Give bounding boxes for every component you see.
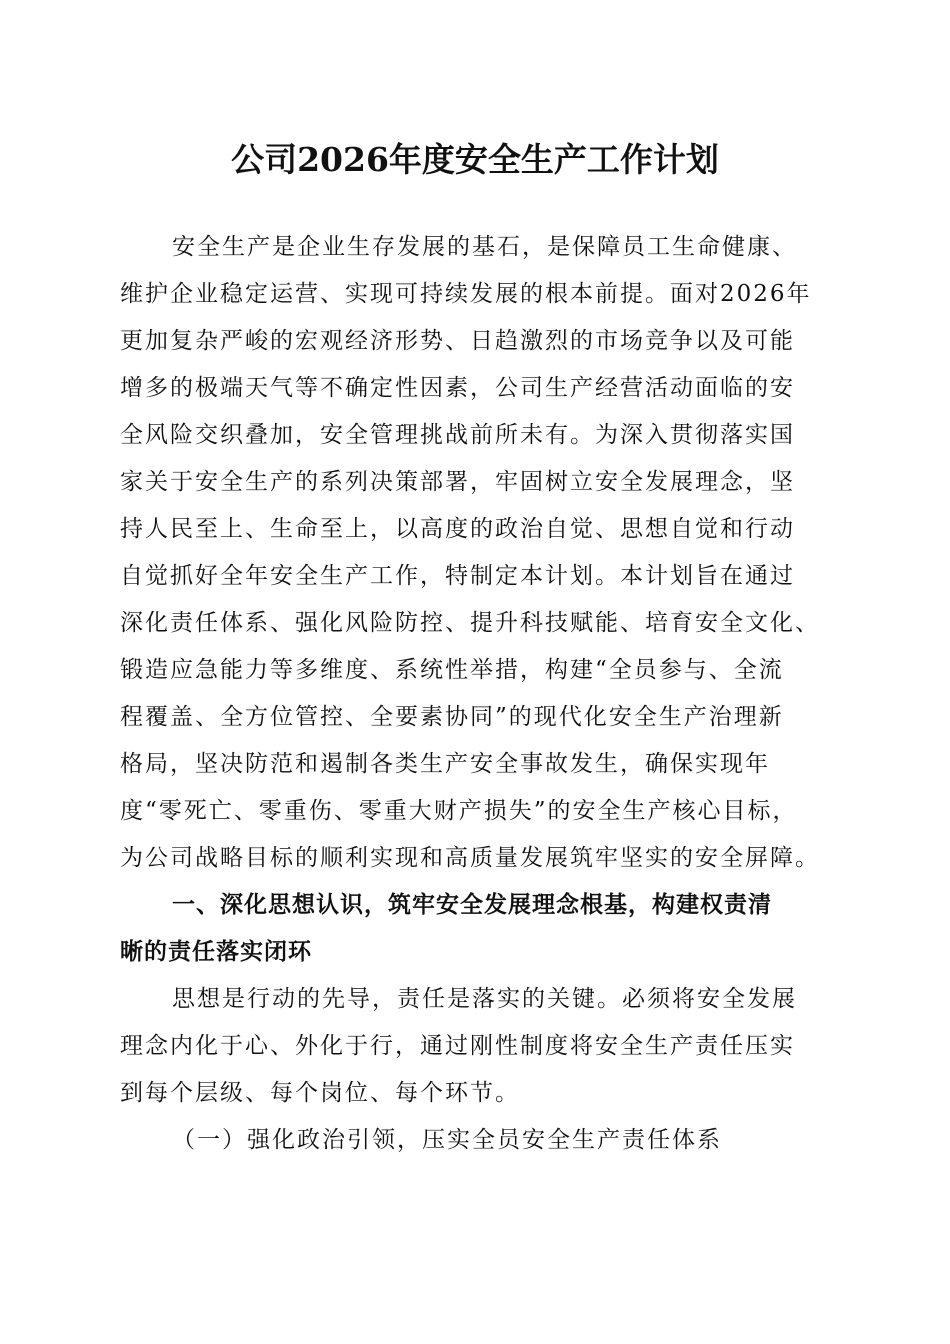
paragraph-line: 维护企业稳定运营、实现可持续发展的根本前提。面对2026年 xyxy=(120,281,812,307)
paragraph-line: 安全生产是企业生存发展的基石，是保障员工生命健康、 xyxy=(172,234,797,260)
section-heading: 一、深化思想认识，筑牢安全发展理念根基，构建权责清 xyxy=(172,892,772,918)
paragraph-line: 锻造应急能力等多维度、系统性举措，构建“全员参与、全流 xyxy=(120,657,784,683)
document-body xyxy=(120,224,832,1164)
paragraph-line: 格局，坚决防范和遏制各类生产安全事故发生，确保实现年 xyxy=(120,751,770,777)
paragraph-line: 增多的极端天气等不确定性因素，公司生产经营活动面临的安 xyxy=(120,375,795,401)
paragraph-line: 理念内化于心、外化于行，通过刚性制度将安全生产责任压实 xyxy=(120,1033,795,1059)
paragraph-line: 程覆盖、全方位管控、全要素协同”的现代化安全生产治理新 xyxy=(120,704,784,730)
paragraph-line: 为公司战略目标的顺利实现和高质量发展筑牢坚实的安全屏障。 xyxy=(120,845,820,871)
section-heading: 晰的责任落实闭环 xyxy=(120,939,312,965)
paragraph-line: 家关于安全生产的系列决策部署，牢固树立安全发展理念，坚 xyxy=(120,469,795,495)
paragraph-line: 深化责任体系、强化风险防控、提升科技赋能、培育安全文化、 xyxy=(120,610,820,636)
paragraph-line: 自觉抓好全年安全生产工作，特制定本计划。本计划旨在通过 xyxy=(120,563,795,589)
paragraph-line: 到每个层级、每个岗位、每个环节。 xyxy=(120,1080,520,1106)
paragraph-line: 度“零死亡、零重伤、零重大财产损失”的安全生产核心目标， xyxy=(120,798,798,824)
paragraph-line: 思想是行动的先导，责任是落实的关键。必须将安全发展 xyxy=(172,986,797,1012)
paragraph-line: 更加复杂严峻的宏观经济形势、日趋激烈的市场竞争以及可能 xyxy=(120,328,795,354)
paragraph-line: 全风险交织叠加，安全管理挑战前所未有。为深入贯彻落实国 xyxy=(120,422,795,448)
paragraph-line: 持人民至上、生命至上，以高度的政治自觉、思想自觉和行动 xyxy=(120,516,795,542)
subsection-heading: （一）强化政治引领，压实全员安全生产责任体系 xyxy=(172,1127,722,1153)
document-title: 公司2026年度安全生产工作计划 xyxy=(231,140,719,179)
